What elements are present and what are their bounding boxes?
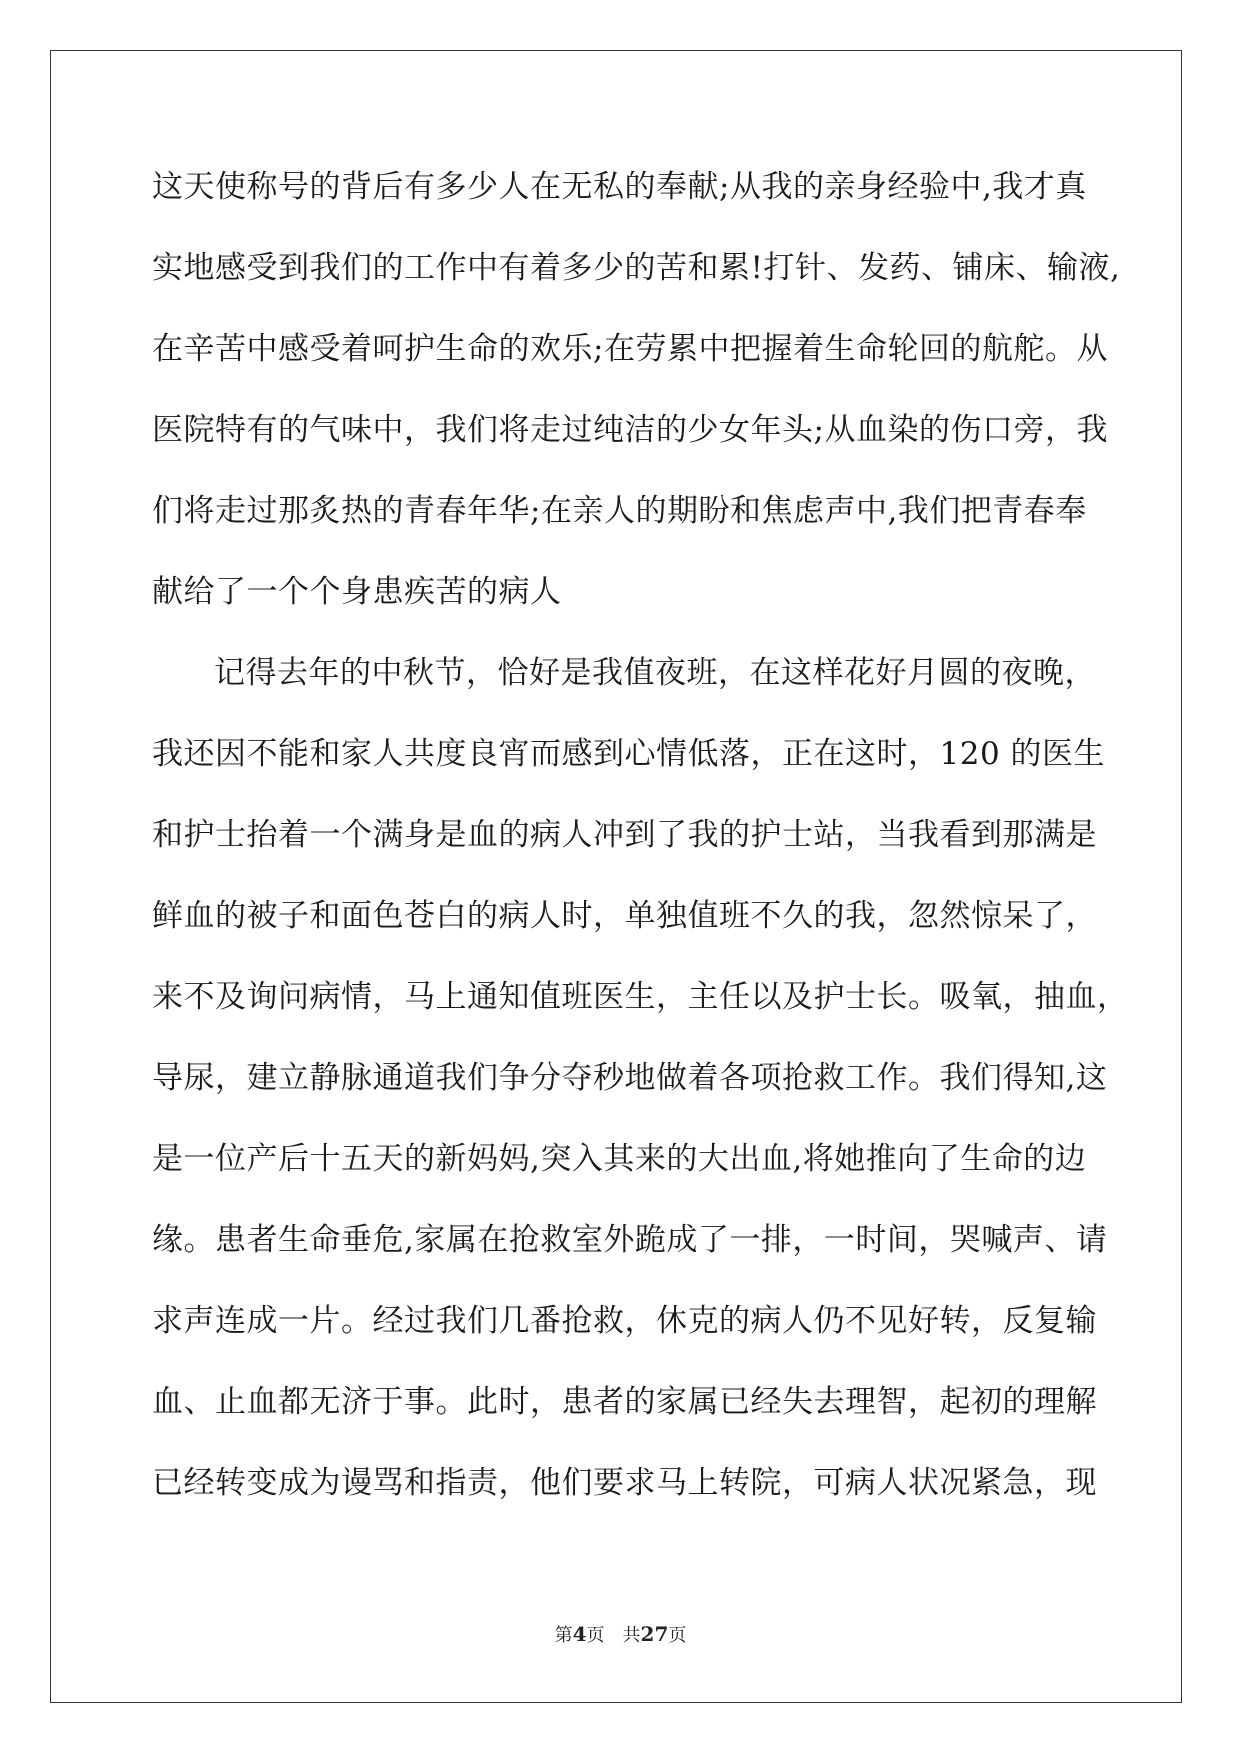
text-line: 是一位产后十五天的新妈妈,突入其来的大出血,将她推向了生命的边 [152, 1141, 1087, 1177]
text-line: 导尿，建立静脉通道我们争分夺秒地做着各项抢救工作。我们得知,这 [152, 1060, 1108, 1096]
text-line: 鲜血的被子和面色苍白的病人时，单独值班不久的我，忽然惊呆了， [152, 898, 1097, 934]
text-line: 和护士抬着一个满身是血的病人冲到了我的护士站，当我看到那满是 [152, 817, 1097, 853]
page-number: 4 [572, 1622, 587, 1646]
document-body [152, 157, 1129, 1534]
text-line: 求声连成一片。经过我们几番抢救，休克的病人仍不见好转，反复输 [152, 1303, 1097, 1339]
text-line: 这天使称号的背后有多少人在无私的奉献;从我的亲身经验中,我才真 [152, 169, 1087, 205]
text-line: 献给了一个个身患疾苦的病人 [152, 574, 562, 610]
page-suffix: 页 [586, 1625, 605, 1646]
text-line: 血、止血都无济于事。此时，患者的家属已经失去理智，起初的理解 [152, 1384, 1097, 1420]
text-line: 我还因不能和家人共度良宵而感到心情低落，正在这时，120 的医生 [152, 736, 1106, 772]
total-prefix: 共 [622, 1625, 641, 1646]
text-line: 在辛苦中感受着呵护生命的欢乐;在劳累中把握着生命轮回的航舵。从 [152, 331, 1108, 367]
text-line: 缘。患者生命垂危,家属在抢救室外跪成了一排，一时间，哭喊声、请 [152, 1222, 1108, 1258]
text-line: 已经转变成为谩骂和指责，他们要求马上转院，可病人状况紧急，现 [152, 1465, 1097, 1501]
text-line: 来不及询问病情，马上通知值班医生，主任以及护士长。吸氧，抽血， [152, 979, 1129, 1015]
text-line: 实地感受到我们的工作中有着多少的苦和累!打针、发药、铺床、输液, [152, 250, 1121, 286]
page-prefix: 第 [554, 1625, 573, 1646]
page-footer [0, 1621, 1241, 1647]
paragraph-start-line: 记得去年的中秋节，恰好是我值夜班，在这样花好月圆的夜晚， [214, 655, 1096, 691]
text-line: 医院特有的气味中，我们将走过纯洁的少女年头;从血染的伤口旁，我 [152, 412, 1108, 448]
text-line: 们将走过那炙热的青春年华;在亲人的期盼和焦虑声中,我们把青春奉 [152, 493, 1087, 529]
total-suffix: 页 [668, 1625, 687, 1646]
total-pages: 27 [640, 1622, 669, 1646]
